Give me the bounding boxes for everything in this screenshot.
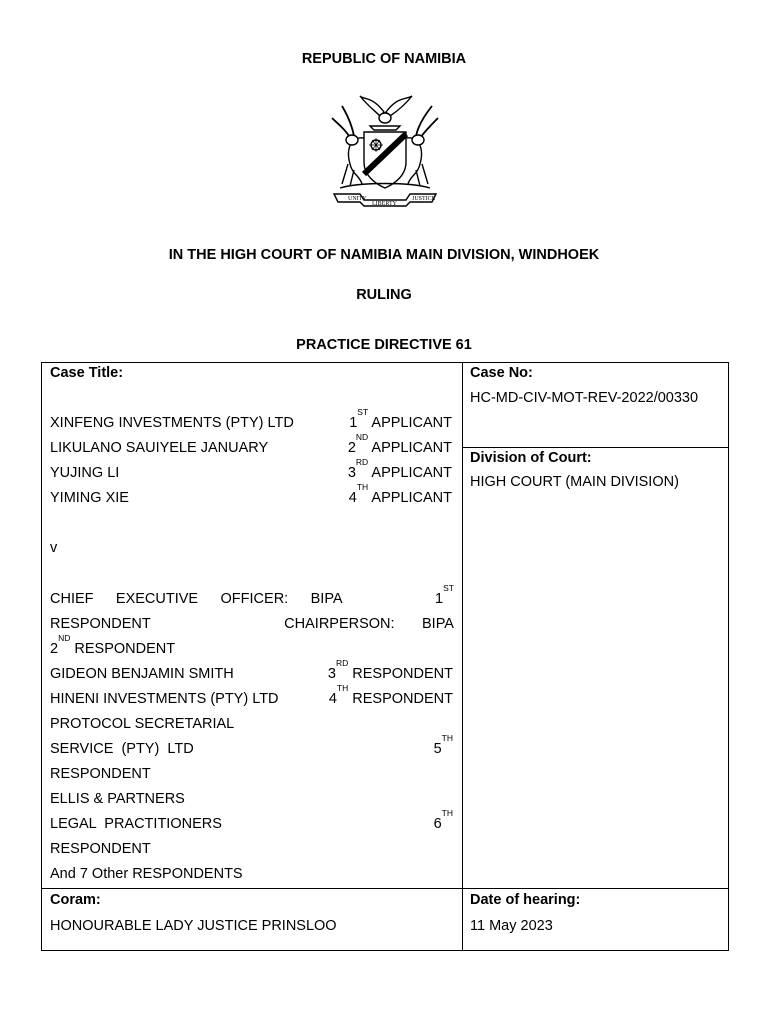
applicant-row bbox=[50, 407, 452, 432]
respondent-5-name: PROTOCOL SECRETARIAL bbox=[50, 716, 235, 732]
case-no-value: HC-MD-CIV-MOT-REV-2022/00330 bbox=[470, 390, 699, 406]
row-divider-division bbox=[462, 447, 728, 448]
hearing-date-value: 11 May 2023 bbox=[470, 918, 553, 934]
respondent-3-row: GIDEON BENJAMIN SMITH 3RD RESPONDENT bbox=[50, 658, 453, 682]
versus-text: v bbox=[50, 540, 58, 556]
applicant-role: 4TH APPLICANT bbox=[348, 482, 452, 506]
ruling-heading: RULING bbox=[356, 287, 412, 303]
applicant-row bbox=[50, 432, 452, 457]
court-heading: IN THE HIGH COURT OF NAMIBIA MAIN DIVISION, WINDHOEK bbox=[168, 247, 600, 263]
respondent-5-role: RESPONDENT bbox=[50, 766, 151, 782]
motto-unity: UNITY bbox=[348, 196, 367, 202]
applicant-row bbox=[50, 482, 452, 507]
respondent-5-row: SERVICE (PTY) LTD 5TH bbox=[50, 733, 453, 757]
coat-of-arms-icon bbox=[320, 90, 448, 208]
other-respondents: And 7 Other RESPONDENTS bbox=[50, 866, 243, 882]
applicant-name: YIMING XIE bbox=[50, 490, 129, 506]
respondent-6-role: RESPONDENT bbox=[50, 841, 151, 857]
case-no-label: Case No: bbox=[470, 365, 533, 381]
case-title-label: Case Title: bbox=[50, 365, 124, 381]
division-label: Division of Court: bbox=[470, 450, 592, 466]
row-divider-coram bbox=[42, 888, 728, 889]
respondent-6-name: ELLIS & PARTNERS bbox=[50, 791, 185, 807]
applicant-name: XINFENG INVESTMENTS (PTY) LTD bbox=[50, 415, 294, 431]
applicant-name: LIKULANO SAUIYELE JANUARY bbox=[50, 440, 269, 456]
republic-heading: REPUBLIC OF NAMIBIA bbox=[301, 51, 467, 67]
applicant-name: YUJING LI bbox=[50, 465, 120, 481]
coram-label: Coram: bbox=[50, 892, 101, 908]
respondent-2-role: 2ND RESPONDENT bbox=[50, 633, 176, 657]
respondent-2-row: RESPONDENT CHAIRPERSON: BIPA bbox=[50, 616, 454, 632]
motto-liberty: LIBERTY bbox=[372, 201, 397, 207]
division-value: HIGH COURT (MAIN DIVISION) bbox=[470, 474, 679, 490]
respondent-1-row: CHIEF EXECUTIVE OFFICER: BIPA 1ST bbox=[50, 583, 454, 607]
case-details-table bbox=[41, 362, 729, 951]
respondent-4-row: HINENI INVESTMENTS (PTY) LTD 4TH RESPONDENT bbox=[50, 683, 453, 707]
applicant-row bbox=[50, 457, 452, 482]
applicant-role: 3RD APPLICANT bbox=[347, 457, 452, 481]
applicant-role: 2ND APPLICANT bbox=[347, 432, 452, 456]
respondent-6-row: LEGAL PRACTITIONERS 6TH bbox=[50, 808, 453, 832]
motto-justice: JUSTICE bbox=[412, 196, 436, 202]
applicant-role: 1ST APPLICANT bbox=[349, 407, 452, 431]
column-divider bbox=[462, 363, 463, 950]
coram-value: HONOURABLE LADY JUSTICE PRINSLOO bbox=[50, 918, 337, 934]
practice-directive-heading: PRACTICE DIRECTIVE 61 bbox=[296, 337, 472, 353]
hearing-date-label: Date of hearing: bbox=[470, 892, 581, 908]
